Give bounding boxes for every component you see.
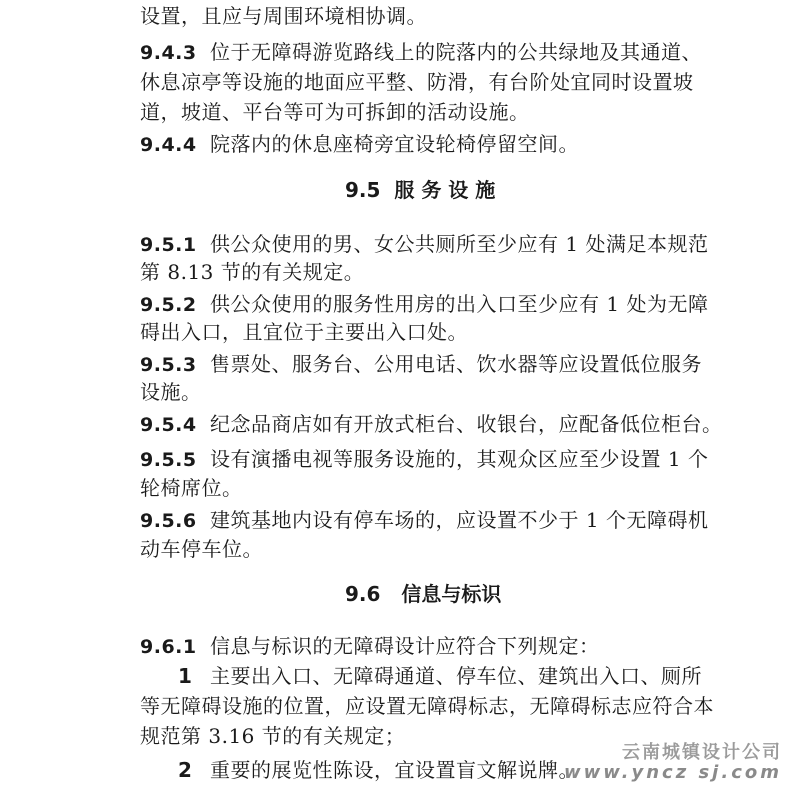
paragraph-text: 设置，且应与周围环境相协调。 bbox=[140, 4, 427, 28]
clause-continuation bbox=[140, 258, 364, 286]
watermark-company-name: 云南城镇设计公司 bbox=[622, 742, 782, 763]
clause-9-5-4 bbox=[140, 410, 723, 439]
clause-text: 建筑基地内设有停车场的，应设置不少于 1 个无障碍机 bbox=[210, 508, 709, 532]
clause-9-4-3 bbox=[140, 38, 702, 67]
clause-9-5-2 bbox=[140, 290, 708, 319]
clause-text: 位于无障碍游览路线上的院落内的公共绿地及其通道、 bbox=[210, 40, 702, 64]
sub-item-text: 等无障碍设施的位置，应设置无障碍标志，无障碍标志应符合本 bbox=[140, 694, 714, 718]
clause-text: 售票处、服务台、公用电话、饮水器等应设置低位服务 bbox=[210, 352, 702, 376]
clause-number: 9.4.3 bbox=[140, 42, 197, 64]
clause-text: 院落内的休息座椅旁宜设轮椅停留空间。 bbox=[210, 132, 579, 156]
clause-9-5-5 bbox=[140, 445, 708, 474]
sub-item-number: 2 bbox=[178, 758, 193, 782]
clause-text: 第 8.13 节的有关规定。 bbox=[140, 260, 365, 284]
section-heading-9-5 bbox=[345, 176, 495, 204]
clause-text: 设有演播电视等服务设施的，其观众区应至少设置 1 个 bbox=[210, 447, 709, 471]
clause-text: 轮椅席位。 bbox=[140, 476, 243, 500]
clause-text: 设施。 bbox=[140, 380, 202, 404]
sub-item-continuation bbox=[140, 722, 405, 750]
clause-text: 休息凉亭等设施的地面应平整、防滑，有台阶处宜同时设置坡 bbox=[140, 70, 694, 94]
section-number: 9.6 bbox=[345, 582, 381, 606]
clause-9-6-1 bbox=[140, 632, 600, 661]
section-heading-9-6 bbox=[345, 580, 501, 608]
clause-number: 9.5.5 bbox=[140, 449, 197, 471]
section-title: 服 务 设 施 bbox=[394, 178, 496, 202]
clause-9-5-6 bbox=[140, 506, 708, 535]
clause-9-5-1 bbox=[140, 230, 708, 259]
clause-continuation bbox=[140, 68, 694, 96]
clause-continuation bbox=[140, 98, 530, 126]
sub-item-text: 规范第 3.16 节的有关规定； bbox=[140, 724, 406, 748]
watermark-url: www.yncz sj.com bbox=[563, 762, 782, 783]
clause-9-4-4 bbox=[140, 130, 579, 159]
sub-item-number: 1 bbox=[178, 664, 193, 688]
clause-number: 9.5.3 bbox=[140, 354, 197, 376]
clause-continuation bbox=[140, 378, 202, 406]
clause-text: 供公众使用的服务性用房的出入口至少应有 1 处为无障 bbox=[210, 292, 709, 316]
clause-text: 信息与标识的无障碍设计应符合下列规定： bbox=[210, 634, 600, 658]
sub-item-1 bbox=[178, 662, 702, 690]
sub-item-text: 重要的展览性陈设，宜设置盲文解说牌。 bbox=[210, 758, 579, 782]
clause-number: 9.4.4 bbox=[140, 134, 197, 156]
clause-number: 9.5.2 bbox=[140, 294, 197, 316]
clause-number: 9.6.1 bbox=[140, 636, 197, 658]
clause-number: 9.5.4 bbox=[140, 414, 197, 436]
clause-number: 9.5.6 bbox=[140, 510, 197, 532]
clause-number: 9.5.1 bbox=[140, 234, 197, 256]
section-number: 9.5 bbox=[345, 178, 381, 202]
clause-text: 动车停车位。 bbox=[140, 537, 263, 561]
paragraph-fragment bbox=[140, 2, 427, 30]
clause-continuation bbox=[140, 535, 263, 563]
clause-text: 道，坡道、平台等可为可拆卸的活动设施。 bbox=[140, 100, 530, 124]
clause-text: 供公众使用的男、女公共厕所至少应有 1 处满足本规范 bbox=[210, 232, 709, 256]
section-title: 信息与标识 bbox=[401, 582, 502, 606]
clause-continuation bbox=[140, 318, 468, 346]
clause-text: 碍出入口，且宜位于主要出入口处。 bbox=[140, 320, 468, 344]
clause-continuation bbox=[140, 474, 243, 502]
clause-9-5-3 bbox=[140, 350, 702, 379]
sub-item-2 bbox=[178, 756, 579, 784]
sub-item-continuation bbox=[140, 692, 714, 720]
clause-text: 纪念品商店如有开放式柜台、收银台，应配备低位柜台。 bbox=[210, 412, 723, 436]
sub-item-text: 主要出入口、无障碍通道、停车位、建筑出入口、厕所 bbox=[210, 664, 702, 688]
